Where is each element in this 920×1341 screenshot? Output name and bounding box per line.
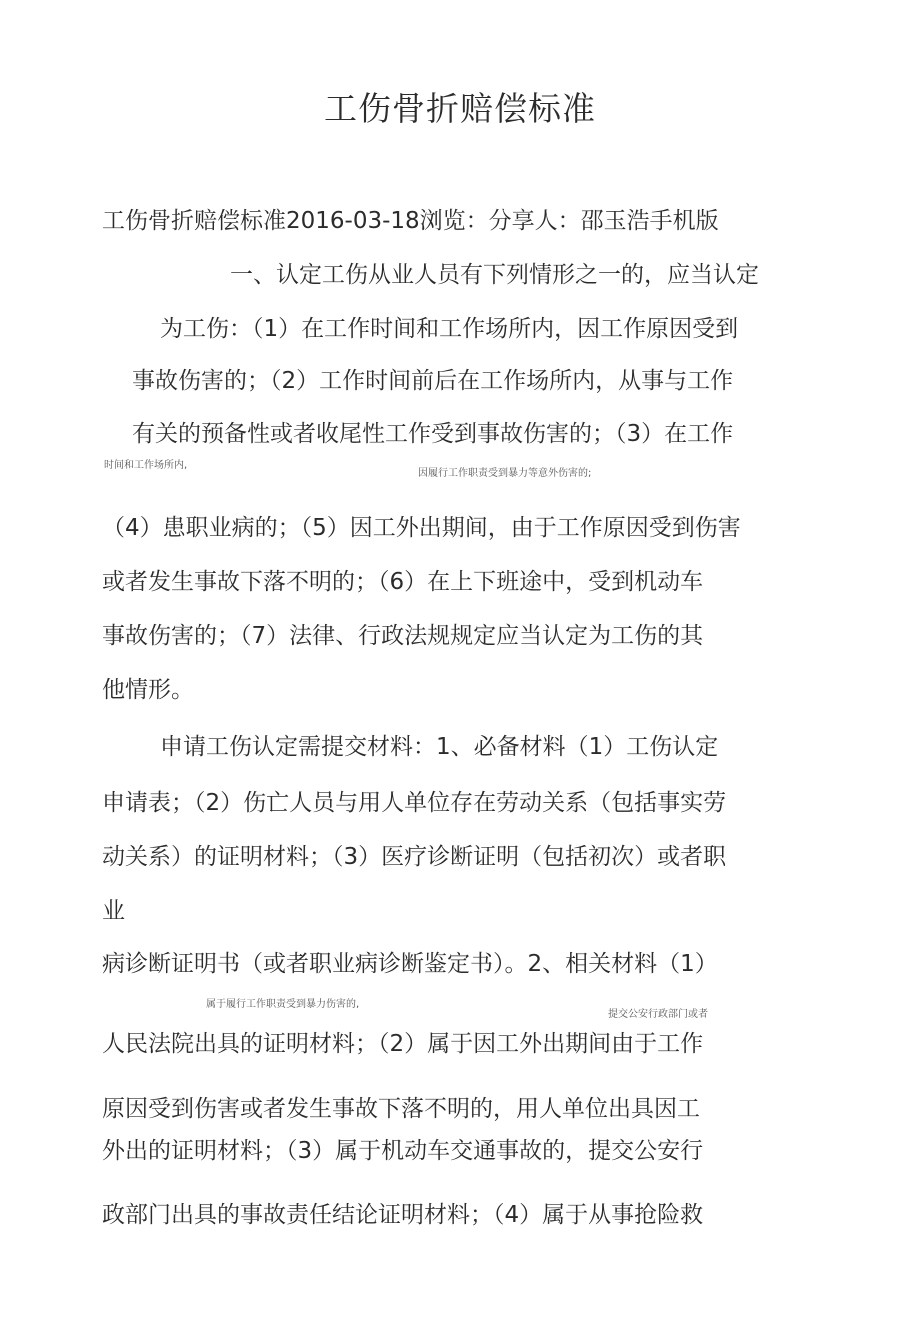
paragraph-line: 原因受到伤害或者发生事故下落不明的，用人单位出具因工: [102, 1096, 700, 1122]
document-title: 工伤骨折赔偿标准: [324, 89, 596, 128]
paragraph-line: 有关的预备性或者收尾性工作受到事故伤害的；（3）在工作: [132, 421, 734, 447]
paragraph-line: 申请工伤认定需提交材料：1、必备材料（1）工伤认定: [160, 734, 719, 760]
paragraph-line: 人民法院出具的证明材料；（2）属于因工外出期间由于工作: [102, 1031, 704, 1057]
paragraph-line: 病诊断证明书（或者职业病诊断鉴定书）。2、相关材料（1）: [102, 951, 718, 977]
paragraph-line: 或者发生事故下落不明的；（6）在上下班途中，受到机动车: [102, 569, 704, 595]
margin-note: 提交公安行政部门或者: [608, 1009, 708, 1020]
paragraph-line: 事故伤害的；（7）法律、行政法规规定应当认定为工伤的其: [102, 623, 704, 649]
paragraph-line: 外出的证明材料；（3）属于机动车交通事故的，提交公安行: [102, 1138, 704, 1164]
paragraph-line: 一、认定工伤从业人员有下列情形之一的，应当认定: [230, 262, 759, 288]
meta-line: 工伤骨折赔偿标准2016-03-18浏览：分享人：邵玉浩手机版: [102, 208, 719, 234]
paragraph-line: 他情形。: [102, 677, 194, 703]
paragraph-line: 业: [102, 898, 125, 924]
paragraph-line: 申请表；（2）伤亡人员与用人单位存在劳动关系（包括事实劳: [102, 790, 727, 816]
paragraph-line: 为工伤：（1）在工作时间和工作场所内，因工作原因受到: [160, 316, 739, 342]
paragraph-line: 动关系）的证明材料；（3）医疗诊断证明（包括初次）或者职: [102, 844, 727, 870]
margin-note: 时间和工作场所内,: [104, 460, 188, 471]
paragraph-line: 政部门出具的事故责任结论证明材料；（4）属于从事抢险救: [102, 1202, 704, 1228]
paragraph-line: 事故伤害的；（2）工作时间前后在工作场所内，从事与工作: [132, 368, 734, 394]
paragraph-line: （4）患职业病的；（5）因工外出期间，由于工作原因受到伤害: [102, 515, 741, 541]
margin-note: 属于履行工作职责受到暴力伤害的,: [206, 999, 360, 1010]
margin-note: 因履行工作职责受到暴力等意外伤害的;: [418, 468, 592, 479]
